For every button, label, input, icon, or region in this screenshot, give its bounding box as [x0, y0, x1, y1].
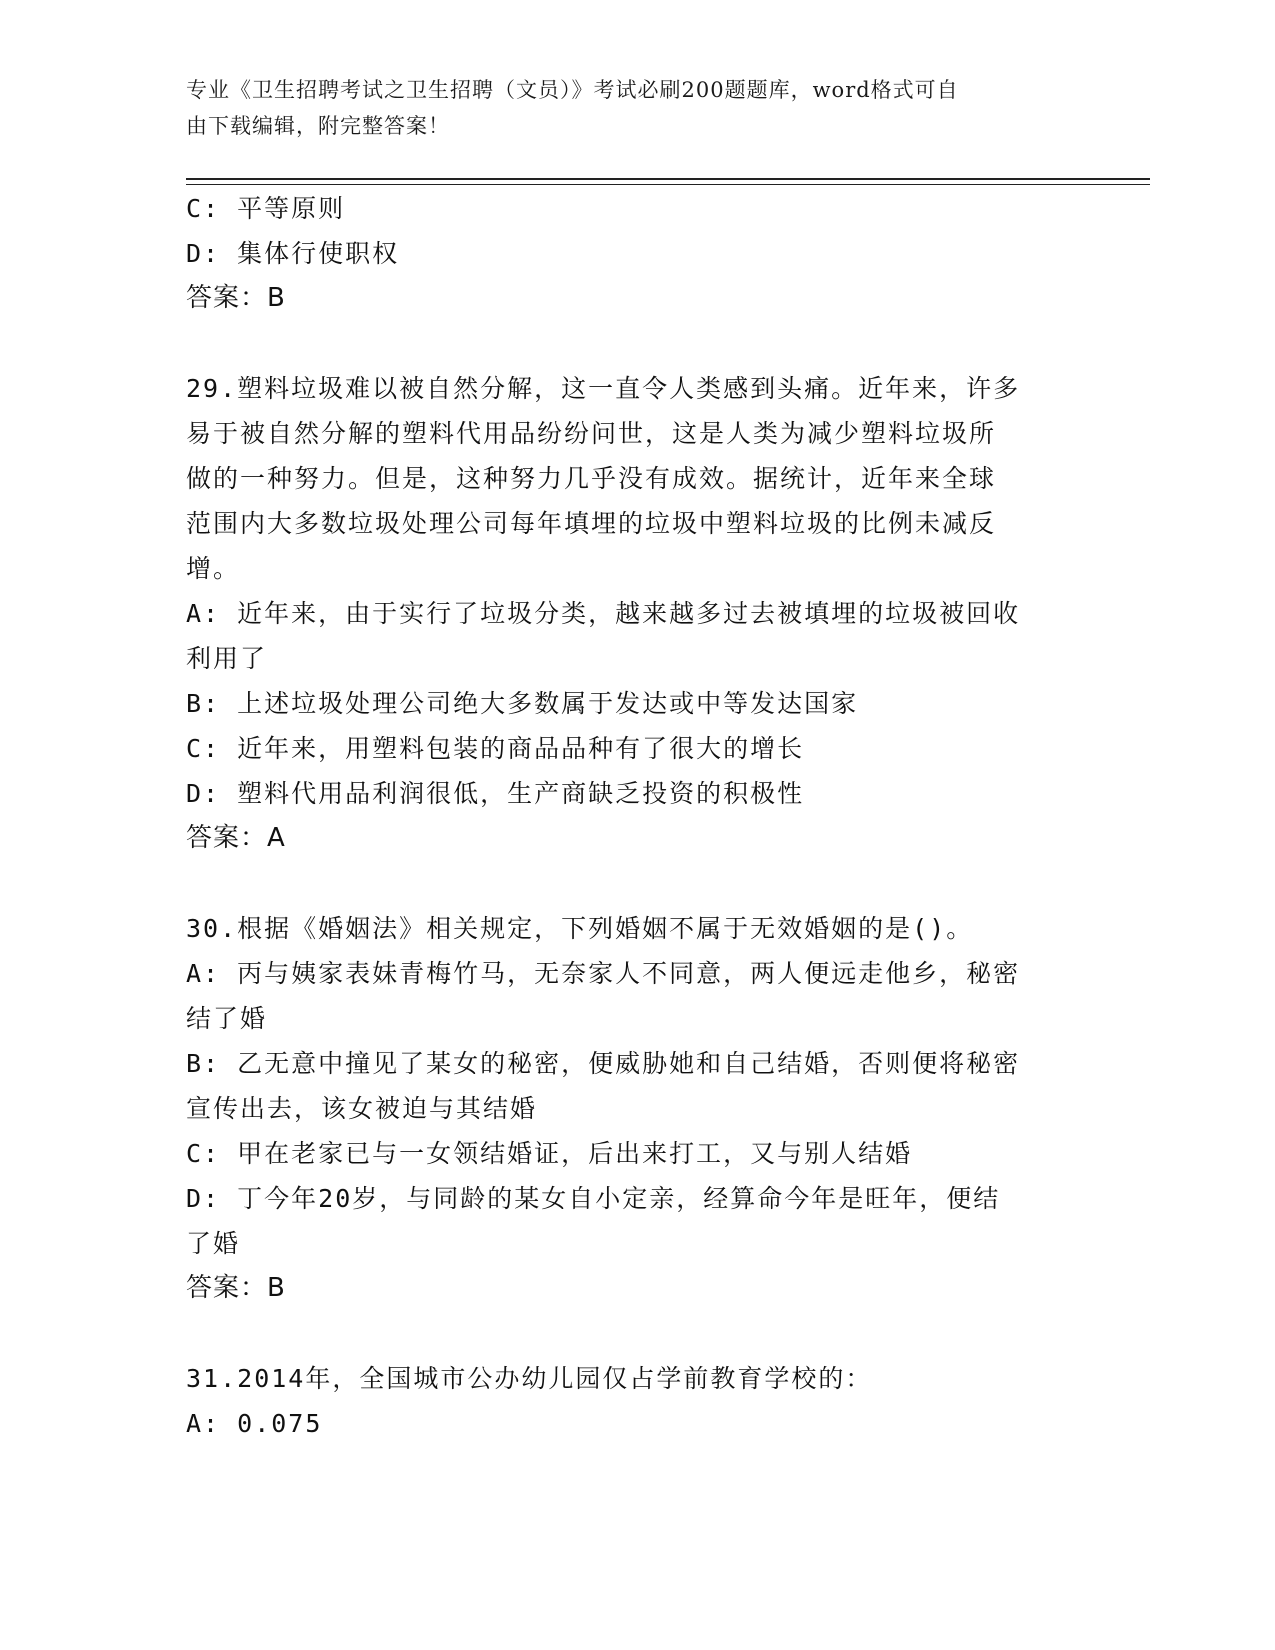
header-divider: [186, 178, 1150, 180]
question-29-text: 增。: [186, 554, 241, 583]
header-divider-secondary: [186, 184, 1150, 185]
question-29-text: 做的一种努力。但是，这种努力几乎没有成效。据统计，近年来全球: [186, 464, 997, 493]
header-line: 专业《卫生招聘考试之卫生招聘（文员）》考试必刷200题题库，word格式可自: [186, 78, 959, 102]
option-a: A: 近年来，由于实行了垃圾分类，越来越多过去被填埋的垃圾被回收: [186, 599, 1021, 628]
page-header: [186, 72, 1066, 144]
option-a-cont: 结了婚: [186, 1004, 268, 1033]
option-b: B: 上述垃圾处理公司绝大多数属于发达或中等发达国家: [186, 689, 859, 718]
answer-line: 答案：B: [186, 1273, 286, 1303]
spacer: [186, 861, 1076, 906]
spacer: [186, 1311, 1076, 1356]
option-b: B: 乙无意中撞见了某女的秘密，便威胁她和自己结婚，否则便将秘密: [186, 1049, 1021, 1078]
question-31-text: 31.2014年，全国城市公办幼儿园仅占学前教育学校的：: [186, 1364, 873, 1393]
option-d: D: 塑料代用品利润很低，生产商缺乏投资的积极性: [186, 779, 805, 808]
question-content: [186, 186, 1076, 1446]
option-d: D: 集体行使职权: [186, 239, 400, 268]
option-a-cont: 利用了: [186, 644, 268, 673]
question-29-text: 范围内大多数垃圾处理公司每年填埋的垃圾中塑料垃圾的比例未减反: [186, 509, 997, 538]
option-a: A: 0.075: [186, 1409, 323, 1438]
answer-line: 答案：A: [186, 823, 286, 853]
question-29-text: 易于被自然分解的塑料代用品纷纷问世，这是人类为减少塑料垃圾所: [186, 419, 997, 448]
option-c: C: 甲在老家已与一女领结婚证，后出来打工，又与别人结婚: [186, 1139, 913, 1168]
header-line: 由下载编辑，附完整答案！: [186, 114, 450, 138]
option-c: C: 近年来，用塑料包装的商品品种有了很大的增长: [186, 734, 805, 763]
answer-line: 答案：B: [186, 283, 286, 313]
spacer: [186, 321, 1076, 366]
option-c: C: 平等原则: [186, 194, 346, 223]
option-b-cont: 宣传出去，该女被迫与其结婚: [186, 1094, 538, 1123]
option-d: D: 丁今年20岁，与同龄的某女自小定亲，经算命今年是旺年，便结: [186, 1184, 1001, 1213]
option-a: A: 丙与姨家表妹青梅竹马，无奈家人不同意，两人便远走他乡，秘密: [186, 959, 1021, 988]
question-29-text: 29.塑料垃圾难以被自然分解，这一直令人类感到头痛。近年来，许多: [186, 374, 1021, 403]
question-30-text: 30.根据《婚姻法》相关规定，下列婚姻不属于无效婚姻的是()。: [186, 914, 974, 943]
option-d-cont: 了婚: [186, 1229, 241, 1258]
